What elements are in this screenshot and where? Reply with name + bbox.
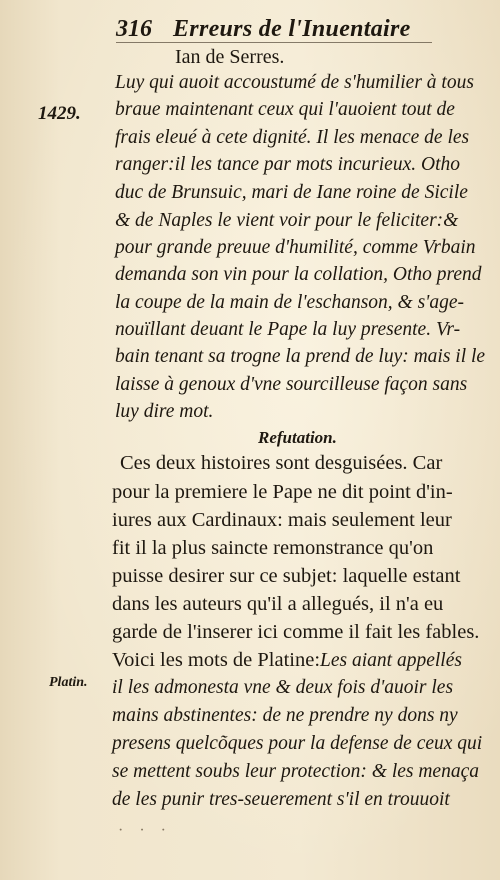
- text-line-roman-part: Voici les mots de Platine:: [112, 649, 321, 671]
- text-line: demanda son vin pour la collation, Otho prend: [115, 264, 482, 285]
- text-line: nouïllant deuant le Pape la luy presente. Vr-: [115, 319, 461, 340]
- text-line: pour la premiere le Pape ne dit point d'in-: [112, 481, 453, 503]
- footer-ornament: · · ·: [118, 822, 172, 839]
- text-line: il les admonesta vne & deux fois d'auoir les: [112, 677, 454, 698]
- section-heading: Refutation.: [258, 428, 337, 447]
- margin-note-year: 1429.: [38, 103, 81, 124]
- text-line: Luy qui auoit accoustumé de s'humilier à tous: [115, 72, 474, 93]
- text-line: braue maintenant ceux qui l'auoient tout de: [115, 99, 455, 120]
- running-title: Erreurs de l'Inuentaire: [173, 16, 411, 42]
- text-line: duc de Brunsuic, mari de Iane roine de Sicile: [115, 182, 468, 203]
- margin-note-source: Platin.: [49, 675, 88, 690]
- text-line: mains abstinentes: de ne prendre ny dons ny: [112, 705, 458, 726]
- text-line: luy dire mot.: [115, 401, 214, 422]
- page-number: 316: [116, 16, 152, 42]
- text-line: laisse à genoux d'vne sourcilleuse façon sans: [115, 374, 468, 395]
- text-line: dans les auteurs qu'il a allegués, il n'a eu: [112, 593, 444, 615]
- text-line: frais eleué à cete dignité. Il les menace de les: [115, 127, 470, 148]
- text-line: & de Naples le vient voir pour le feliciter:&: [115, 210, 459, 231]
- text-line: la coupe de la main de l'eschanson, & s'age-: [115, 292, 464, 313]
- text-line: de les punir tres-seuerement s'il en trouuoit: [112, 789, 450, 810]
- text-line: garde de l'inserer ici comme il fait les fables.: [112, 621, 480, 643]
- text-line: iures aux Cardinaux: mais seulement leur: [112, 509, 452, 531]
- text-line: bain tenant sa trogne la prend de luy: mais il le: [115, 346, 486, 367]
- text-line: presens quelcõques pour la defense de ceux qui: [112, 733, 483, 754]
- text-line: Ces deux histoires sont desguisées. Car: [120, 452, 443, 474]
- text-line: se mettent soubs leur protection: & les menaça: [112, 761, 479, 782]
- text-line-italic-part: Les aiant appellés: [320, 650, 462, 671]
- author-line: Ian de Serres.: [175, 46, 285, 68]
- text-line: ranger:il les tance par mots incurieux. Otho: [115, 154, 460, 175]
- text-line-mixed: [112, 649, 462, 672]
- text-line: puisse desirer sur ce subjet: laquelle estant: [112, 565, 461, 587]
- text-line: fit il la plus saincte remonstrance qu'on: [112, 537, 434, 559]
- text-line: pour grande preuue d'humilité, comme Vrbain: [115, 237, 476, 258]
